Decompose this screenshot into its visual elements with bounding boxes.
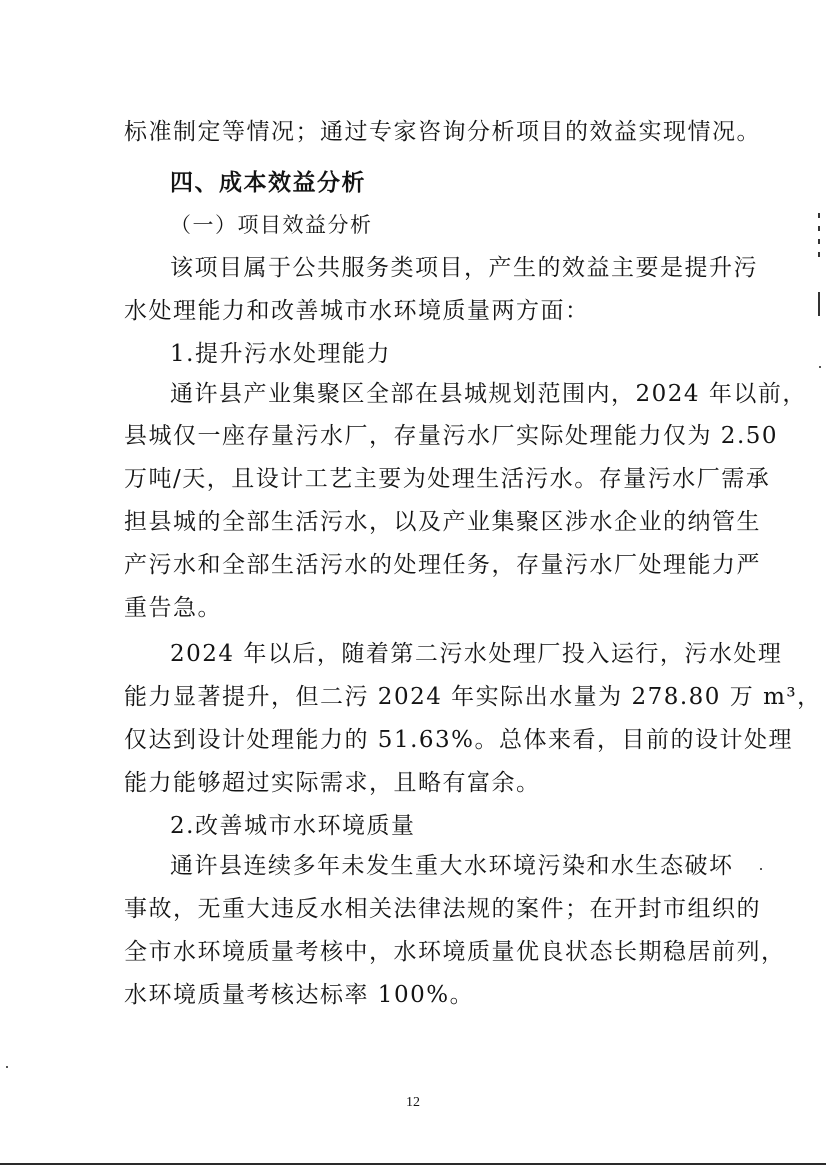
paragraph-line: 事故，无重大违反水相关法律法规的案件；在开封市组织的 (124, 896, 761, 922)
item-heading: 2.改善城市水环境质量 (170, 813, 416, 839)
paragraph-line: 县城仅一座存量污水厂，存量污水厂实际处理能力仅为 2.50 (124, 423, 779, 449)
paragraph-line: 重告急。 (124, 595, 222, 621)
bottom-rule (0, 1163, 826, 1165)
paragraph-line: 水处理能力和改善城市水环境质量两方面： (124, 298, 590, 324)
paragraph-line: 通许县连续多年未发生重大水环境污染和水生态破坏 (170, 853, 734, 879)
scan-mark (818, 226, 820, 231)
scan-mark (819, 366, 821, 368)
scan-mark (818, 213, 820, 218)
paragraph-line: 担县城的全部生活污水，以及产业集聚区涉水企业的纳管生 (124, 509, 761, 535)
paragraph-line: 万吨/天，且设计工艺主要为处理生活污水。存量污水厂需承 (124, 466, 771, 492)
section-heading: 四、成本效益分析 (170, 170, 366, 196)
scan-mark (760, 868, 762, 870)
paragraph-line: 仅达到设计处理能力的 51.63%。总体来看，目前的设计处理 (124, 727, 794, 753)
scan-mark (818, 239, 820, 244)
scan-mark (818, 252, 820, 257)
paragraph-line: 水环境质量考核达标率 100%。 (124, 982, 475, 1008)
paragraph-line: 2024 年以后，随着第二污水处理厂投入运行，污水处理 (170, 641, 783, 667)
page-number: 12 (406, 1095, 420, 1110)
paragraph-line: 产污水和全部生活污水的处理任务，存量污水厂处理能力严 (124, 552, 761, 578)
paragraph-line: 标准制定等情况；通过专家咨询分析项目的效益实现情况。 (124, 119, 761, 145)
paragraph-line: 全市水环境质量考核中，水环境质量优良状态长期稳居前列， (124, 939, 786, 965)
item-heading: 1.提升污水处理能力 (170, 341, 391, 367)
scan-mark (6, 1066, 8, 1068)
paragraph-line: 通许县产业集聚区全部在县城规划范围内，2024 年以前， (170, 381, 807, 407)
subsection-heading: （一）项目效益分析 (170, 213, 373, 237)
paragraph-line: 该项目属于公共服务类项目，产生的效益主要是提升污 (170, 255, 758, 281)
paragraph-line: 能力显著提升，但二污 2024 年实际出水量为 278.80 万 m³， (124, 684, 822, 710)
scan-mark (818, 292, 820, 316)
paragraph-line: 能力能够超过实际需求，且略有富余。 (124, 770, 541, 796)
